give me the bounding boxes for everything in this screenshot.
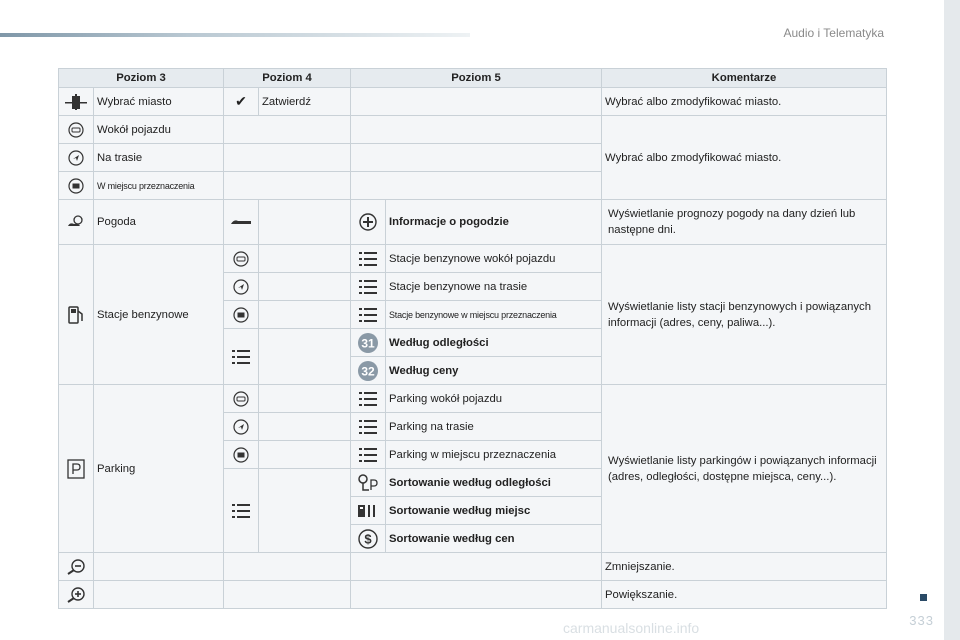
parking-around-label: Parking wokół pojazdu [386,385,602,413]
parking-icon [59,385,94,553]
table-header-row [59,69,887,88]
table-row [59,245,887,273]
fuel-label: Stacje benzynowe [94,245,224,385]
table-row [59,88,887,116]
col-header-comments: Komentarze [602,69,887,88]
confirm-label: Zatwierdź [259,88,351,116]
weather-arrow-icon [224,200,259,245]
badge-32-icon [351,357,386,385]
fuel-comment: Wyświetlanie listy stacji benzynowych i powiązanych informacji (adres, ceny, paliwa...). [602,245,887,385]
vehicle-around-icon [224,245,259,273]
weather-label: Pogoda [94,200,224,245]
table-row [59,581,887,609]
parking-spaces-icon [351,497,386,525]
page-number: 333 [909,613,934,628]
city-icon [59,88,94,116]
list-icon [351,301,386,329]
list-icon [351,273,386,301]
destination-icon [224,441,259,469]
badge-31-icon [351,329,386,357]
table-row [59,553,887,581]
weather-action-label: Informacje o pogodzie [386,200,602,245]
menu-table [58,68,887,609]
route-icon [59,144,94,172]
location-comment: Wybrać albo zmodyfikować miasto. [602,116,887,200]
city-label: Wybrać miasto [94,88,224,116]
col-header-level4: Poziom 4 [224,69,351,88]
zoom-in-icon [59,581,94,609]
around-label: Wokół pojazdu [94,116,224,144]
vehicle-around-icon [59,116,94,144]
parking-destination-label: Parking w miejscu przeznaczenia [386,441,602,469]
badge-31-text: 31 [361,336,375,350]
destination-icon [59,172,94,200]
weather-icon [59,200,94,245]
zoom-out-comment: Zmniejszanie. [602,553,887,581]
fuel-pump-icon [59,245,94,385]
route-label: Na trasie [94,144,224,172]
route-icon [224,273,259,301]
header-accent-bar [0,33,470,37]
distance-pin-icon [351,469,386,497]
fuel-destination-label: Stacje benzynowe w miejscu przeznaczenia [386,301,602,329]
badge-32-text: 32 [361,364,375,378]
page-edge-strip [944,0,960,640]
zoom-in-comment: Powiększanie. [602,581,887,609]
list-icon [224,469,259,553]
destination-label: W miejscu przeznaczenia [94,172,224,200]
col-header-level5: Poziom 5 [351,69,602,88]
table-row [59,385,887,413]
page-marker-icon [920,594,927,601]
parking-route-label: Parking na trasie [386,413,602,441]
fuel-by-price-label: Według ceny [386,357,602,385]
plus-circle-icon [351,200,386,245]
zoom-out-icon [59,553,94,581]
parking-sort-spaces-label: Sortowanie według miejsc [386,497,602,525]
page-section-title: Audio i Telematyka [783,26,884,40]
route-icon [224,413,259,441]
list-icon [351,385,386,413]
parking-sort-price-label: Sortowanie według cen [386,525,602,553]
checkmark-icon: ✔ [224,88,259,116]
vehicle-around-icon [224,385,259,413]
list-icon [351,413,386,441]
list-icon [351,441,386,469]
parking-comment: Wyświetlanie listy parkingów i powiązanych informacji (adres, odległości, dostępne miejsca, ceny...). [602,385,887,553]
table-row [59,200,887,245]
list-icon [351,245,386,273]
watermark: carmanualsonline.info [563,620,700,636]
weather-comment: Wyświetlanie prognozy pogody na dany dzień lub następne dni. [602,200,887,245]
city-comment: Wybrać albo zmodyfikować miasto. [602,88,887,116]
parking-sort-distance-label: Sortowanie według odległości [386,469,602,497]
col-header-level3: Poziom 3 [59,69,224,88]
list-icon [224,329,259,385]
fuel-route-label: Stacje benzynowe na trasie [386,273,602,301]
destination-icon [224,301,259,329]
parking-label: Parking [94,385,224,553]
dollar-circle-icon [351,525,386,553]
fuel-by-distance-label: Według odległości [386,329,602,357]
svg-text:$: $ [364,531,372,546]
table-row [59,116,887,144]
fuel-around-label: Stacje benzynowe wokół pojazdu [386,245,602,273]
